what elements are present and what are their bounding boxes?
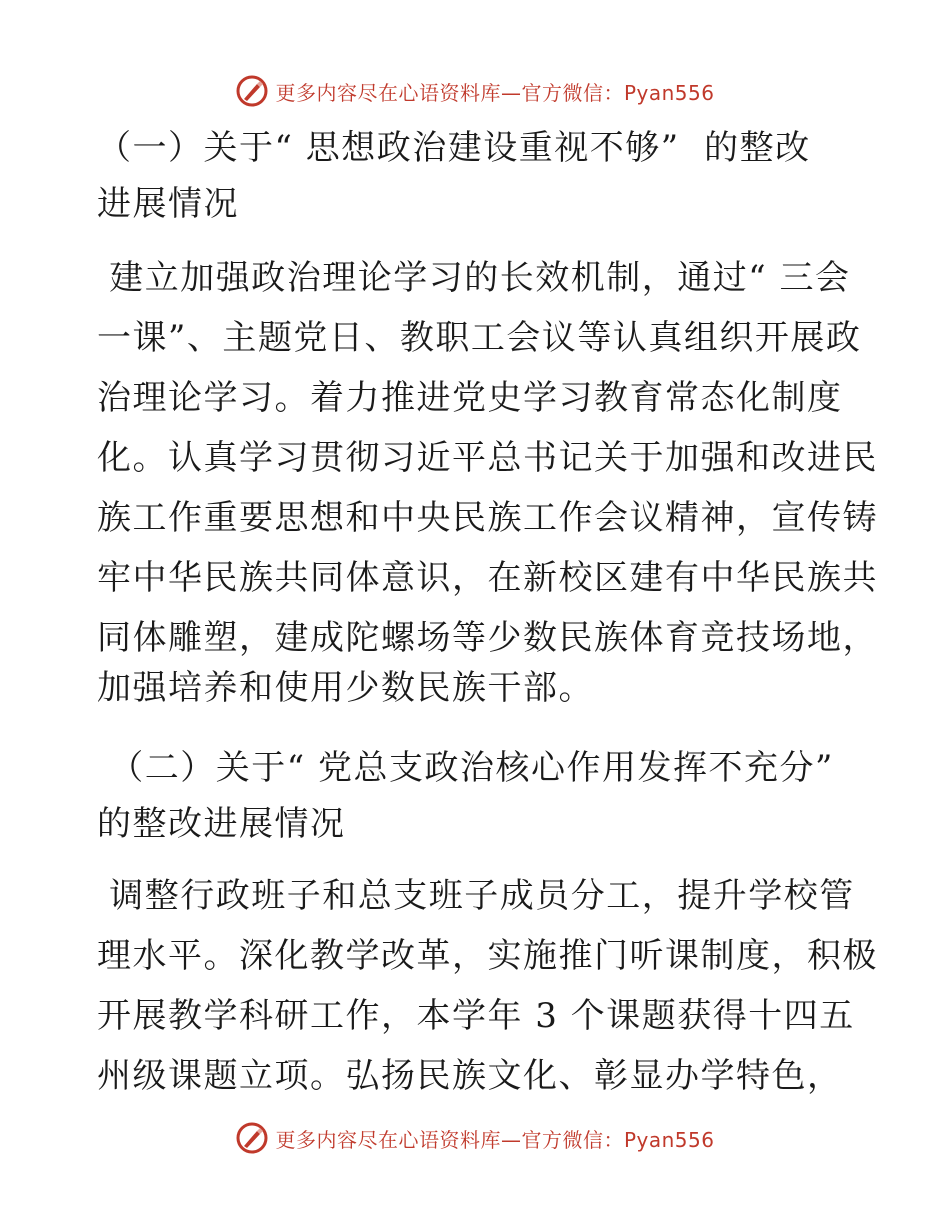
- paragraph-line: 牢中华民族共同体意识，在新校区建有中华民族共: [97, 558, 878, 598]
- paragraph-line: 一课”、主题党日、教职工会议等认真组织开展政: [97, 318, 862, 358]
- watermark-text: 更多内容尽在心语资料库—官方微信：Pyan556: [275, 80, 715, 105]
- paragraph-line: 州级课题立项。弘扬民族文化、彰显办学特色，: [97, 1056, 843, 1096]
- paragraph-line: 同体雕塑，建成陀螺场等少数民族体育竞技场地，: [97, 618, 878, 658]
- header-watermark-banner: [0, 71, 950, 111]
- heading-line: 的整改进展情况: [97, 804, 346, 844]
- heading-line: 进展情况: [97, 184, 239, 224]
- footer-watermark-banner: [0, 1118, 950, 1158]
- paragraph-line: 建立加强政治理论学习的长效机制，通过“ 三会: [97, 258, 851, 298]
- heading-line: （二）关于“ 党总支政治核心作用发挥不充分”: [97, 748, 834, 788]
- paragraph-line: 治理论学习。着力推进党史学习教育常态化制度: [97, 378, 843, 418]
- heading-line: （一）关于“ 思想政治建设重视不够” 的整改: [97, 128, 811, 168]
- paragraph-line: 加强培养和使用少数民族干部。: [97, 668, 594, 708]
- watermark-text: 更多内容尽在心语资料库—官方微信：Pyan556: [275, 1127, 715, 1152]
- paragraph-line: 理水平。深化教学改革，实施推门听课制度，积极: [97, 936, 878, 976]
- pen-circle-logo-icon: [235, 74, 269, 108]
- paragraph-line: 开展教学科研工作，本学年 3 个课题获得十四五: [97, 996, 855, 1036]
- paragraph-line: 化。认真学习贯彻习近平总书记关于加强和改进民: [97, 438, 878, 478]
- paragraph-line: 族工作重要思想和中央民族工作会议精神，宣传铸: [97, 498, 878, 538]
- paragraph-line: 调整行政班子和总支班子成员分工，提升学校管: [97, 876, 855, 916]
- pen-circle-logo-icon: [235, 1121, 269, 1155]
